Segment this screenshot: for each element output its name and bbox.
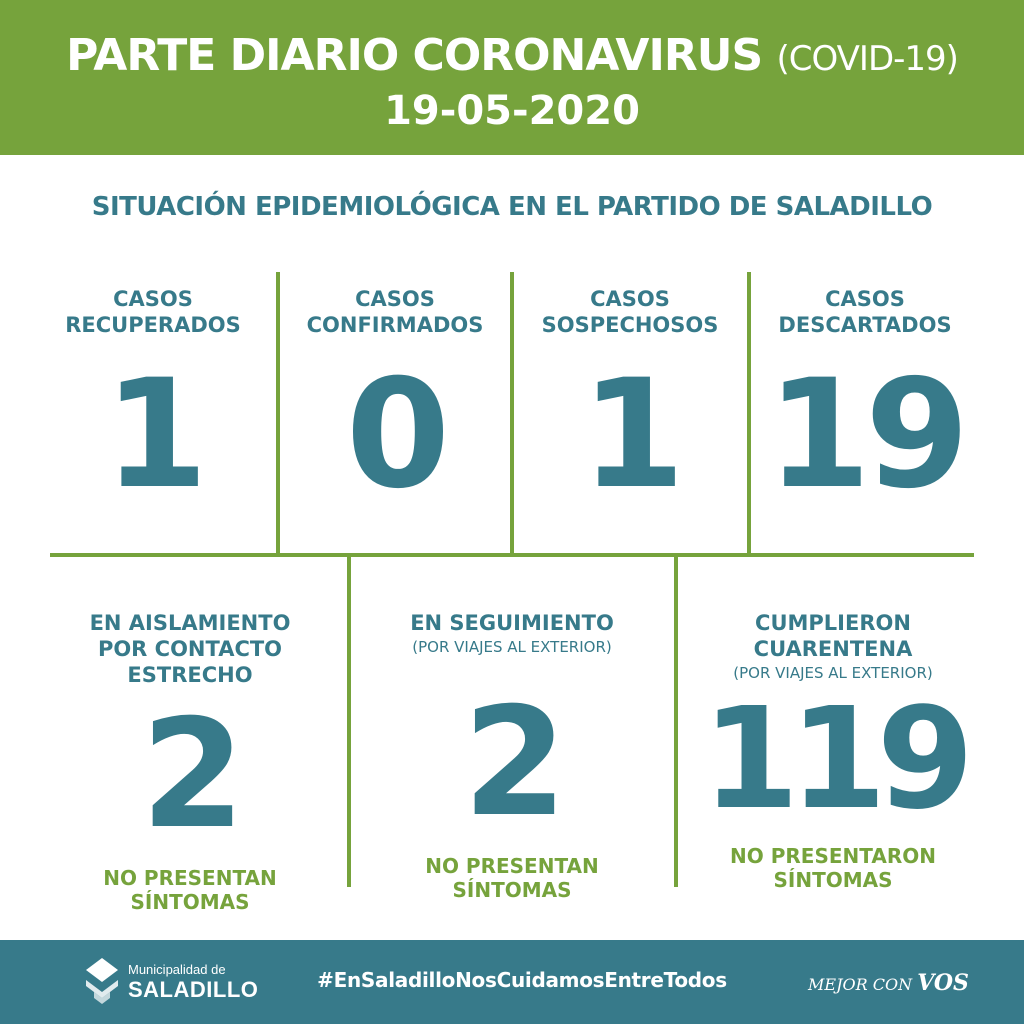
section-subtitle: SITUACIÓN EPIDEMIOLÓGICA EN EL PARTIDO DE SALADILLO (91, 192, 933, 222)
page-title (0, 30, 1024, 81)
divider (276, 272, 280, 554)
stat-note: NO PRESENTAN SÍNTOMAS (425, 854, 599, 902)
divider (50, 553, 974, 557)
stat-casos-descartados (752, 286, 978, 522)
hashtag: #EnSaladilloNosCuidamosEntreTodos (317, 968, 727, 992)
footer-bar (0, 940, 1024, 1024)
stat-value: 119 (701, 678, 965, 841)
header-banner (0, 0, 1024, 155)
slogan: MEJOR CON VOS (808, 970, 969, 996)
stat-note: NO PRESENTAN SÍNTOMAS (103, 866, 277, 914)
stat-value: 19 (766, 348, 964, 522)
stat-label: CASOS RECUPERADOS (65, 287, 241, 337)
stat-label: CASOS SOSPECHOSOS (541, 287, 719, 337)
stat-label: CASOS CONFIRMADOS (306, 287, 484, 337)
report-date: 19-05-2020 (384, 88, 640, 134)
stat-value: 1 (103, 348, 203, 522)
stat-casos-confirmados (282, 286, 508, 522)
title-main: PARTE DIARIO CORONAVIRUS (66, 30, 763, 81)
stat-value: 1 (580, 348, 680, 522)
divider (674, 557, 678, 887)
title-suffix: (COVID-19) (776, 39, 958, 79)
stat-seguimiento (353, 610, 671, 902)
divider (510, 272, 514, 554)
stat-value: 2 (140, 688, 240, 862)
stat-value: 2 (462, 676, 562, 850)
stat-aislamiento (40, 610, 340, 914)
stat-label: CASOS DESCARTADOS (778, 287, 952, 337)
stat-label: EN AISLAMIENTO POR CONTACTO ESTRECHO (89, 611, 291, 687)
municipality-name: Municipalidad de SALADILLO (128, 962, 259, 1002)
stat-label: CUMPLIERON CUARENTENA (POR VIAJES AL EXTERIOR) (733, 611, 933, 682)
stat-casos-sospechosos (516, 286, 744, 522)
stat-note: NO PRESENTARON SÍNTOMAS (730, 844, 936, 892)
stat-casos-recuperados (40, 286, 266, 522)
divider (747, 272, 751, 554)
stat-label: EN SEGUIMIENTO (POR VIAJES AL EXTERIOR) (410, 611, 614, 656)
stat-cumplieron-cuarentena (680, 610, 986, 892)
divider (347, 557, 351, 887)
stat-value: 0 (345, 348, 445, 522)
municipality-logo-icon (82, 958, 122, 1004)
